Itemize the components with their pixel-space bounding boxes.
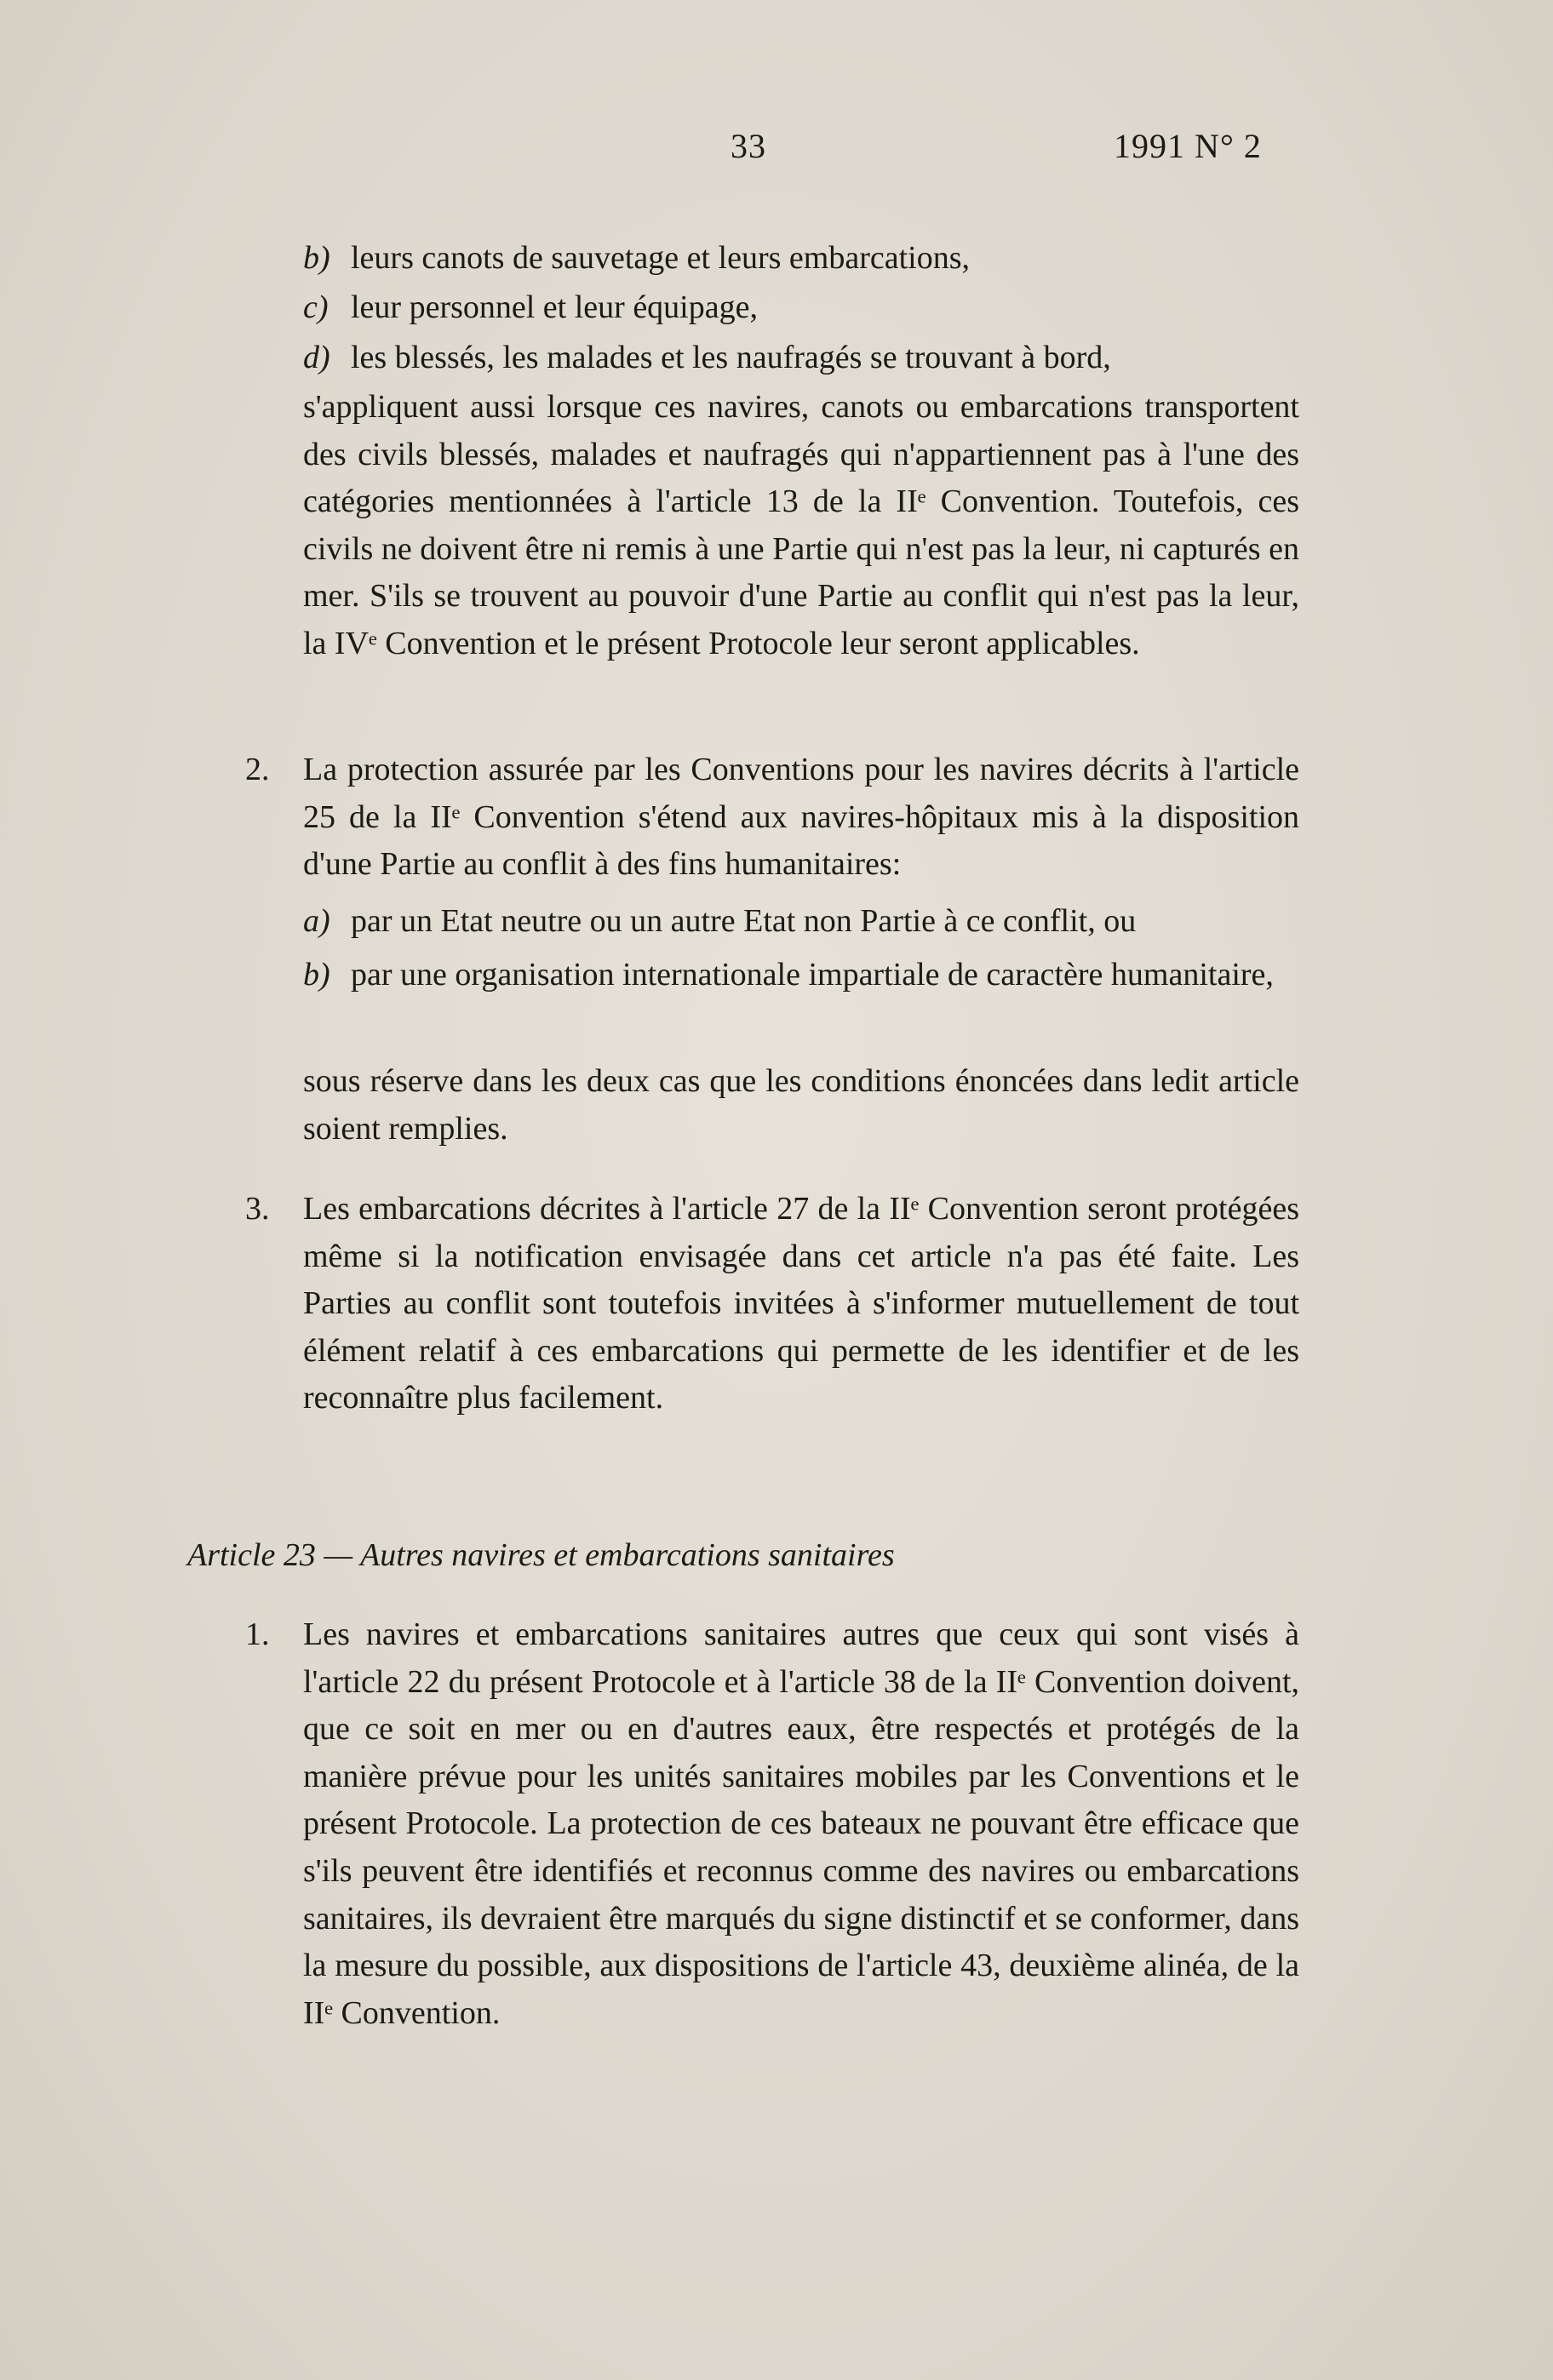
list-label-a: a) bbox=[303, 903, 330, 939]
list-item-b: leurs canots de sauvetage et leurs embarcations, bbox=[351, 240, 970, 276]
page-number: 33 bbox=[731, 127, 766, 165]
list-label-d: d) bbox=[303, 340, 330, 375]
year-number: 1991 N° 2 bbox=[1114, 127, 1262, 165]
paragraph-2-closing: sous réserve dans les deux cas que les conditions énoncées dans ledit article soient remplies. bbox=[303, 1063, 1299, 1147]
list-item-c: leur personnel et leur équipage, bbox=[351, 289, 758, 325]
paragraph-intro: s'appliquent aussi lorsque ces navires, canots ou embarcations transportent des civils blessés, malades et naufragés qui n'appartiennent pas à l'une des catégories mentionnées à l'article 13 de la IIᵉ Convention. Toutefois, ces civils ne doivent être ni remis à une Partie qui n'est pas la leur, ni capturés en mer. S'ils se trouvent au pouvoir d'une Partie au conflit qui n'est pas la leur, la IVᵉ Convention et le présent Protocole leur seront applicables. bbox=[303, 389, 1299, 661]
article23-paragraph-number-1: 1. bbox=[245, 1616, 270, 1652]
list-item-a: par un Etat neutre ou un autre Etat non Partie à ce conflit, ou bbox=[351, 903, 1137, 939]
paragraph-number-2: 2. bbox=[245, 752, 270, 787]
list-label-c: c) bbox=[303, 289, 329, 325]
paragraph-number-3: 3. bbox=[245, 1191, 270, 1227]
article23-paragraph-1: Les navires et embarcations sanitaires autres que ceux qui sont visés à l'article 22 du présent Protocole et à l'article 38 de la IIᵉ Convention doivent, que ce soit en mer ou en d'autres eaux, être respectés et protégés de la manière prévue pour les unités sanitaires mobiles par les Conventions et le présent Protocole. La protection de ces bateaux ne pouvant être efficace que s'ils peuvent être identifiés et reconnus comme des navires ou embarcations sanitaires, ils devraient être marqués du signe distinctif et se conformer, dans la mesure du possible, aux dispositions de l'article 43, deuxième alinéa, de la IIᵉ Convention. bbox=[303, 1616, 1299, 2031]
list-item-b2: par une organisation internationale impartiale de caractère humanitaire, bbox=[351, 957, 1274, 993]
paragraph-3: Les embarcations décrites à l'article 27 de la IIᵉ Convention seront protégées même si la notification envisagée dans cet article n'a pas été faite. Les Parties au conflit sont toutefois invitées à s'informer mutuellement de tout élément relatif à ces embarcations qui permette de les identifier et de les reconnaître plus facilement. bbox=[303, 1191, 1299, 1416]
list-label-b: b) bbox=[303, 240, 330, 276]
list-label-b2: b) bbox=[303, 957, 330, 993]
article-heading: Article 23 — Autres navires et embarcations sanitaires bbox=[187, 1537, 895, 1573]
paragraph-2: La protection assurée par les Conventions pour les navires décrits à l'article 25 de la IIᵉ Convention s'étend aux navires-hôpitaux mis à la disposition d'une Partie au conflit à des fins humanitaires: bbox=[303, 752, 1299, 883]
list-item-d: les blessés, les malades et les naufragés se trouvant à bord, bbox=[351, 340, 1111, 375]
